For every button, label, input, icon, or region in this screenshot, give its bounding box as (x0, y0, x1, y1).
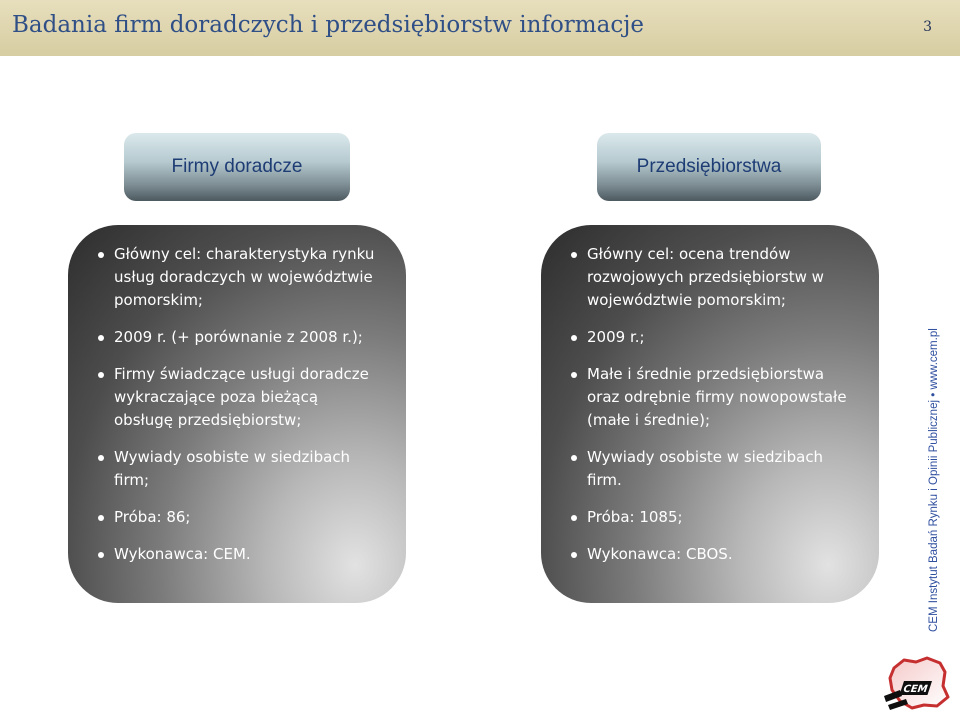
cem-logo-icon (882, 652, 956, 712)
cem-logo-text-block (899, 681, 932, 695)
side-credit: CEM Instytut Badań Rynku i Opinii Publicznej • www.cem.pl (928, 328, 940, 632)
bullet-item: Próba: 86; (98, 506, 378, 529)
bullet-item: Wywiady osobiste w siedzibach firm; (98, 446, 378, 492)
page-number: 3 (923, 19, 932, 35)
svg-text:CEM: CEM (901, 683, 930, 695)
panel-firmy-doradcze (68, 225, 406, 603)
bullet-list (98, 243, 378, 566)
header-firmy-doradcze: Firmy doradcze (124, 133, 350, 201)
bullet-item: 2009 r. (+ porównanie z 2008 r.); (98, 326, 378, 349)
bullet-list (571, 243, 851, 566)
header-przedsiebiorstwa: Przedsiębiorstwa (597, 133, 821, 201)
panel-przedsiebiorstwa (541, 225, 879, 603)
bullet-item: Wykonawca: CEM. (98, 543, 378, 566)
bullet-item: Małe i średnie przedsiębiorstwa oraz odrębnie firmy nowopowstałe (małe i średnie); (571, 363, 851, 432)
bullet-item: Główny cel: ocena trendów rozwojowych przedsiębiorstw w województwie pomorskim; (571, 243, 851, 312)
bullet-item: Wykonawca: CBOS. (571, 543, 851, 566)
bullet-item: 2009 r.; (571, 326, 851, 349)
bullet-item: Główny cel: charakterystyka rynku usług doradczych w województwie pomorskim; (98, 243, 378, 312)
bullet-item: Próba: 1085; (571, 506, 851, 529)
bullet-item: Wywiady osobiste w siedzibach firm. (571, 446, 851, 492)
bullet-item: Firmy świadczące usługi doradcze wykraczające poza bieżącą obsługę przedsiębiorstw; (98, 363, 378, 432)
title-bar (0, 0, 960, 56)
slide-title: Badania firm doradczych i przedsiębiorstw informacje (12, 12, 644, 38)
